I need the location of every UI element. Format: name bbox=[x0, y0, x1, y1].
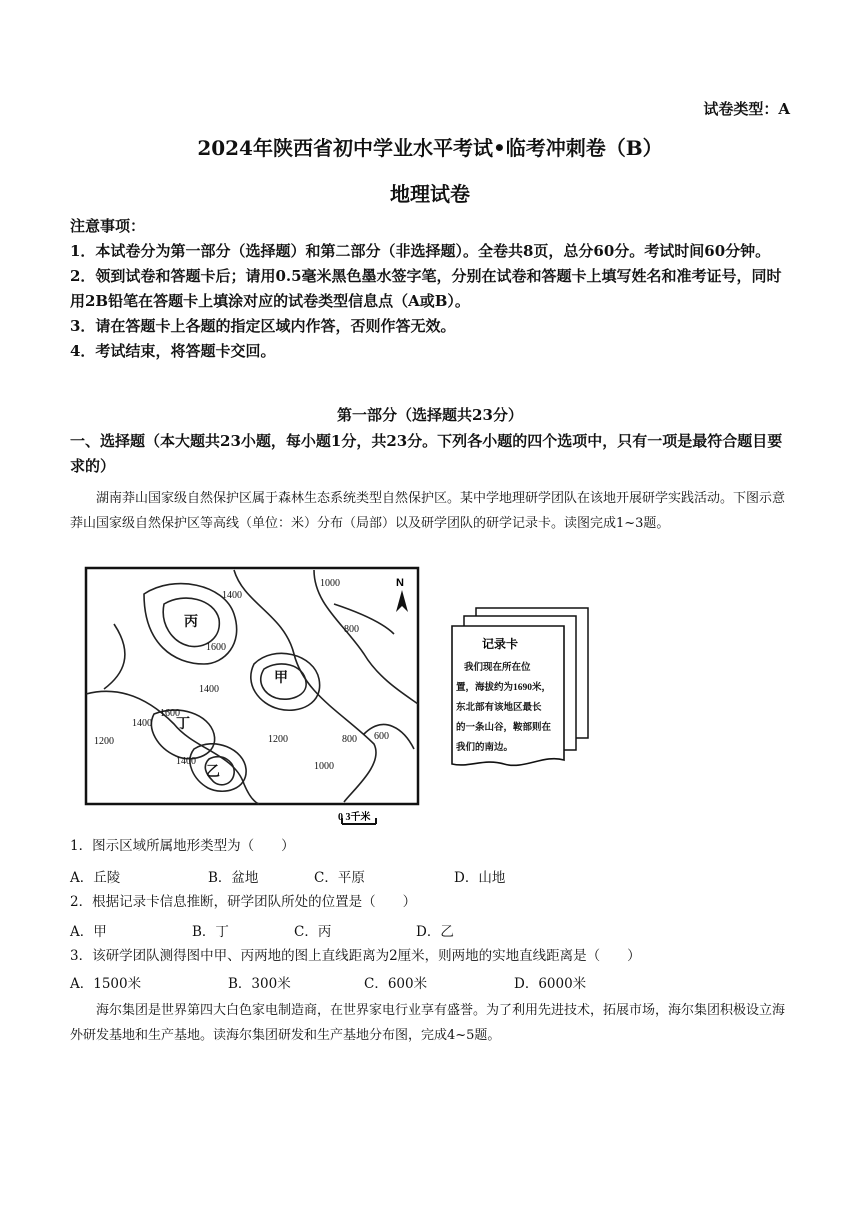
option: A．丘陵 bbox=[70, 870, 121, 886]
question-3-stem: 3．该研学团队测得图中甲、丙两地的图上直线距离为2厘米，则两地的实地直线距离是（ ） bbox=[70, 948, 641, 964]
card-line: 我们的南边。 bbox=[456, 743, 514, 753]
option: C．丙 bbox=[294, 924, 332, 940]
place-label-ding: 丁 bbox=[176, 717, 190, 732]
option: C．平原 bbox=[314, 870, 365, 886]
contour-label: 1400 bbox=[222, 590, 242, 601]
contour-label: 1000 bbox=[320, 578, 340, 589]
question-1-options bbox=[70, 866, 792, 886]
part1-heading: 第一部分（选择题共23分） bbox=[337, 406, 523, 424]
paper-type: 试卷类型：A bbox=[703, 100, 790, 118]
scale-bar bbox=[338, 810, 376, 824]
section-instructions: 一、选择题（本大题共23小题，每小题1分，共23分。下列各小题的四个选项中，只有一项是最符合题目要求的） bbox=[70, 432, 783, 475]
option: A．甲 bbox=[70, 924, 107, 940]
contour-label: 600 bbox=[374, 731, 389, 742]
contour-label: 800 bbox=[342, 734, 357, 745]
notes-block bbox=[70, 214, 792, 364]
note-item: 1．本试卷分为第一部分（选择题）和第二部分（非选择题）。全卷共8页，总分60分。考试时间60分钟。 bbox=[70, 242, 771, 260]
option: B．300米 bbox=[228, 976, 291, 992]
contour-label: 1400 bbox=[132, 718, 152, 729]
option: A．1500米 bbox=[70, 976, 142, 992]
card-line: 的一条山谷，鞍部则在 bbox=[456, 723, 552, 733]
exam-subtitle: 地理试卷 bbox=[390, 182, 470, 206]
option: B．丁 bbox=[192, 924, 229, 940]
option: D．山地 bbox=[454, 870, 506, 886]
option: D．乙 bbox=[416, 924, 454, 940]
contour-label: 1400 bbox=[199, 684, 219, 695]
card-title: 记录卡 bbox=[482, 637, 519, 651]
option: B．盆地 bbox=[208, 870, 259, 886]
place-label-jia: 甲 bbox=[274, 671, 288, 686]
place-label-yi: 乙 bbox=[206, 765, 220, 780]
contour-label: 1600 bbox=[206, 642, 226, 653]
record-card bbox=[452, 608, 588, 765]
option: C．600米 bbox=[364, 976, 428, 992]
card-line: 我们现在所在位 bbox=[464, 663, 531, 673]
question-3-options bbox=[70, 972, 792, 992]
notes-heading: 注意事项： bbox=[70, 217, 146, 235]
note-item: 4．考试结束，将答题卡交回。 bbox=[70, 342, 276, 360]
card-line: 东北部有该地区最长 bbox=[456, 703, 542, 713]
contour-label: 1400 bbox=[176, 756, 196, 767]
option: D．6000米 bbox=[514, 976, 587, 992]
question-2-options bbox=[70, 920, 792, 940]
contour-label: 1000 bbox=[314, 761, 334, 772]
card-line: 置，海拔约为1690米， bbox=[456, 683, 552, 693]
intro-paragraph: 湖南莽山国家级自然保护区属于森林生态系统类型自然保护区。某中学地理研学团队在该地开展研学实践活动。下图示意莽山国家级自然保护区等高线（单位：米）分布（局部）以及研学团队的研学记录卡。读图完成1~3题。 bbox=[70, 491, 786, 531]
note-item: 2．领到试卷和答题卡后；请用0.5毫米黑色墨水签字笔，分别在试卷和答题卡上填写姓名和准考证号，同时用2B铅笔在答题卡上填涂对应的试卷类型信息点（A或B）。 bbox=[70, 267, 782, 310]
contour-label: 1200 bbox=[94, 736, 114, 747]
question-1-stem: 1．图示区域所属地形类型为（ ） bbox=[70, 838, 295, 854]
svg-text:N: N bbox=[396, 577, 404, 589]
question-2-stem: 2．根据记录卡信息推断，研学团队所处的位置是（ ） bbox=[70, 894, 417, 910]
svg-text:0 3千米: 0 3千米 bbox=[338, 812, 371, 823]
intro-paragraph-2: 海尔集团是世界第四大白色家电制造商，在世界家电行业享有盛誉。为了利用先进技术，拓展市场，海尔集团积极设立海外研发基地和生产基地。读海尔集团研发和生产基地分布图，完成4~5题。 bbox=[70, 1003, 786, 1043]
contour-label: 800 bbox=[344, 624, 359, 635]
contour-label: 1600 bbox=[160, 708, 180, 719]
contour-label: 1200 bbox=[268, 734, 288, 745]
note-item: 3．请在答题卡上各题的指定区域内作答，否则作答无效。 bbox=[70, 317, 456, 335]
exam-title: 2024年陕西省初中学业水平考试•临考冲刺卷（B） bbox=[197, 136, 663, 160]
place-label-bing: 丙 bbox=[184, 615, 198, 630]
contour-map-figure bbox=[84, 564, 644, 832]
